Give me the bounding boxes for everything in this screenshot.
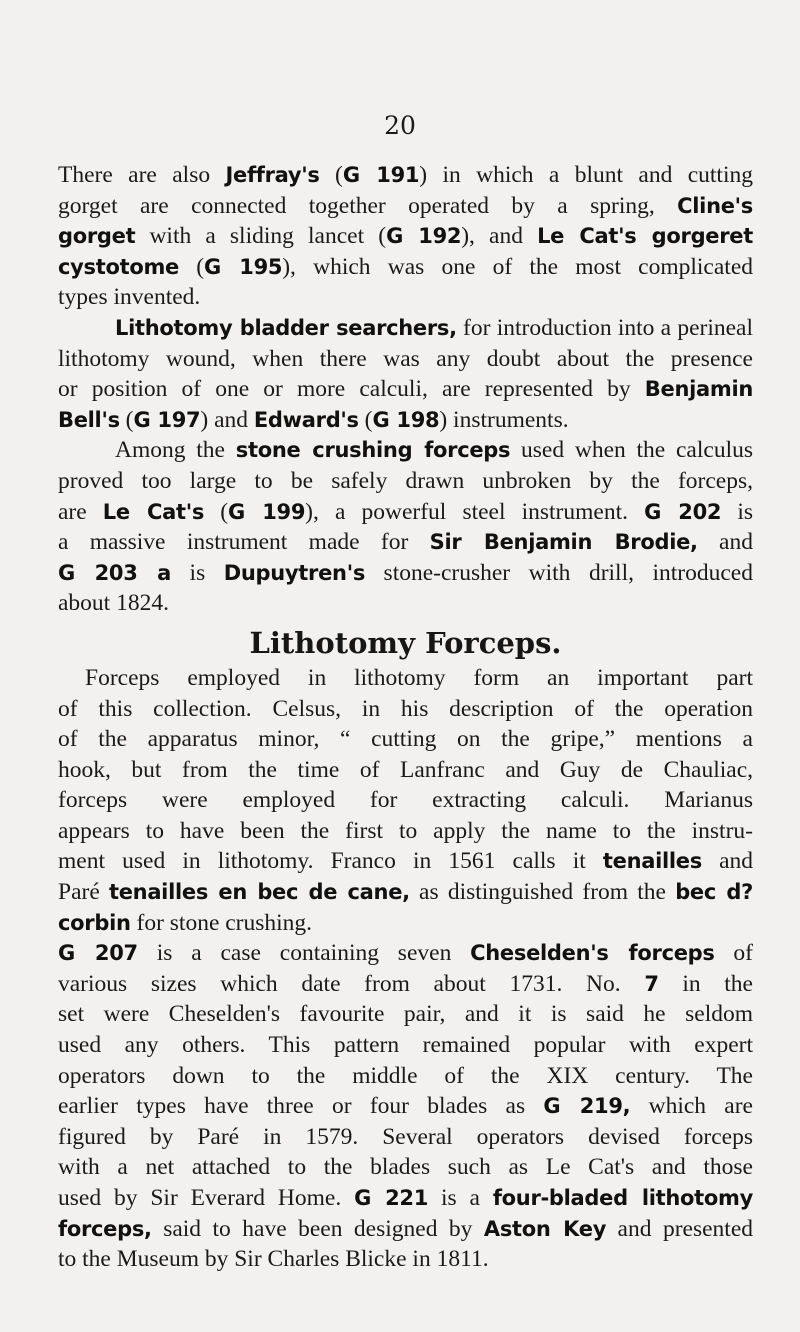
text-line: forceps were employed for extracting calculi. Marianus [58,787,753,814]
text-line: gorget are connected together operated by a spring, Cline's [58,192,753,219]
text-line: of the apparatus minor, “ cutting on the gripe,” mentions a [58,726,753,753]
text-line: appears to have been the first to apply the name to the instru- [58,817,753,844]
paragraph-stone-crushing [58,435,753,619]
page-number: 20 [384,111,416,140]
text-line: a massive instrument made for Sir Benjamin Brodie, and [58,529,753,556]
text-line: Forceps employed in lithotomy form an important part [85,664,753,691]
text-line: figured by Paré in 1579. Several operators devised forceps [58,1123,753,1150]
text-line: about 1824. [58,590,169,617]
text-line: various sizes which date from about 1731. No. 7 in the [58,970,753,997]
text-line: of this collection. Celsus, in his description of the operation [58,695,753,722]
text-line: proved too large to be safely drawn unbroken by the forceps, [58,467,753,494]
text-line: forceps, said to have been designed by Aston Key and presented [58,1215,753,1242]
text-line: ment used in lithotomy. Franco in 1561 calls it tenailles and [58,848,753,875]
paragraph-gorgets [58,160,753,313]
section-heading: Lithotomy Forceps. [249,625,562,660]
text-line: Among the stone crushing forceps used when the calculus [115,437,753,464]
text-line: hook, but from the time of Lanfranc and Guy de Chauliac, [58,756,753,783]
text-line: lithotomy wound, when there was any doubt about the presence [58,345,753,372]
text-line: operators down to the middle of the XIX century. The [58,1062,753,1089]
text-line: cystotome (G 195), which was one of the most complicated [58,253,754,280]
paragraph-cheselden [58,938,753,1275]
text-line: types invented. [58,284,201,311]
text-line: to the Museum by Sir Charles Blicke in 1811. [58,1246,489,1273]
text-line: G 207 is a case containing seven Cheselden's forceps of [58,940,754,967]
body-text [58,160,753,1275]
text-line: gorget with a sliding lancet (G 192), and Le Cat's gorgeret [58,223,753,250]
text-line: used any others. This pattern remained popular with expert [58,1032,753,1059]
text-line: set were Cheselden's favourite pair, and it is said he seldom [58,1001,753,1028]
text-line: G 203 a is Dupuytren's stone-crusher with drill, introduced [58,559,753,586]
text-line: used by Sir Everard Home. G 221 is a four-bladed lithotomy [58,1185,753,1211]
paragraph-searchers [58,313,753,435]
text-line: or position of one or more calculi, are represented by Benjamin [58,376,753,403]
paragraph-forceps-history [58,663,753,938]
text-line: earlier types have three or four blades as G 219, which are [58,1093,753,1120]
text-line: Paré tenailles en bec de cane, as distinguished from the bec d? [58,879,753,906]
text-line: Lithotomy bladder searchers, for introduction into a perineal [115,314,753,341]
text-line: There are also Jeffray's (G 191) in which a blunt and cutting [58,162,753,188]
text-line: Bell's (G 197) and Edward's (G 198) instruments. [58,406,569,433]
text-line: are Le Cat's (G 199), a powerful steel instrument. G 202 is [58,498,754,525]
text-line: corbin for stone crushing. [58,909,313,936]
text-line: with a net attached to the blades such as Le Cat's and those [58,1154,753,1181]
